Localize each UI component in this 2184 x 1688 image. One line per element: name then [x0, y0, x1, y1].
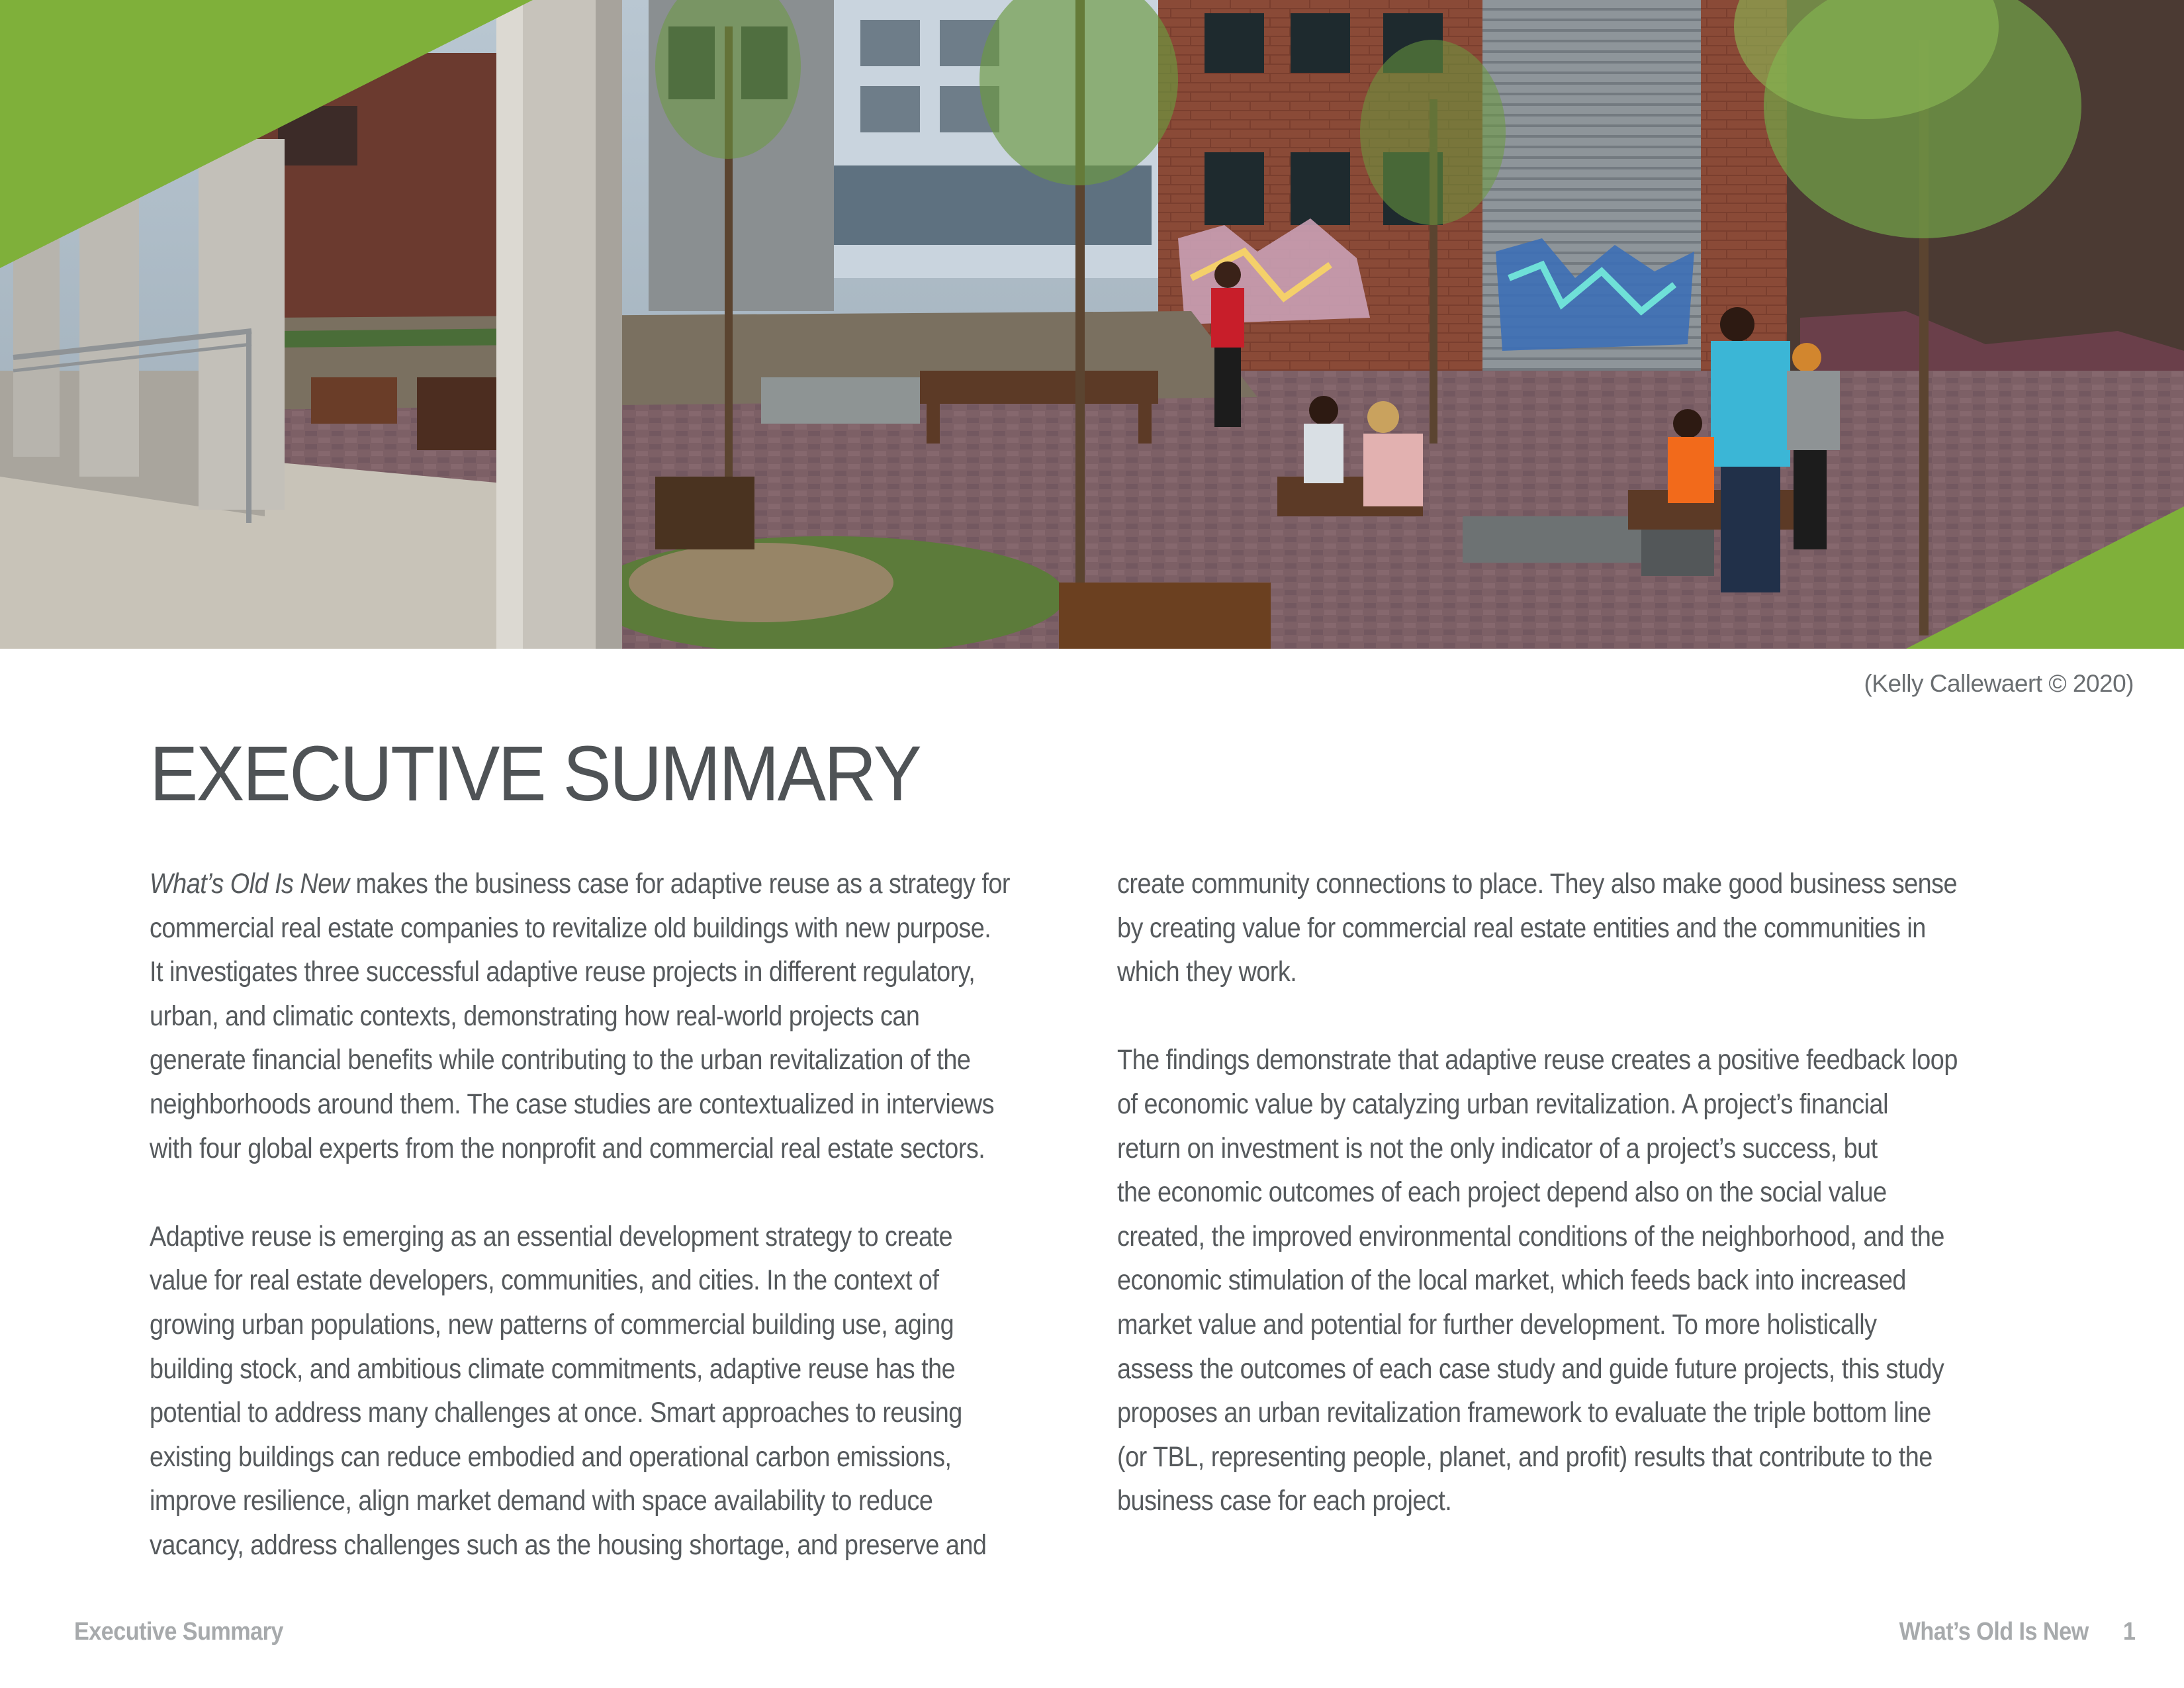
- text-line: commercial real estate companies to revitalize old buildings with new purpose.: [150, 912, 991, 944]
- text-line: business case for each project.: [1117, 1485, 1452, 1517]
- text-line: neighborhoods around them. The case studies are contextualized in interviews: [150, 1088, 994, 1120]
- text-line: generate financial benefits while contributing to the urban revitalization of the: [150, 1044, 971, 1076]
- page-title: EXECUTIVE SUMMARY: [150, 730, 920, 818]
- text-line: market value and potential for further development. To more holistically: [1117, 1308, 1877, 1340]
- urban-plaza-photo: [0, 0, 2184, 649]
- text-line: building stock, and ambitious climate commitments, adaptive reuse has the: [150, 1352, 956, 1385]
- text-line: assess the outcomes of each case study and guide future projects, this study: [1117, 1352, 1944, 1385]
- text-line: with four global experts from the nonprofit and commercial real estate sectors.: [150, 1132, 985, 1164]
- paragraph-adaptive-reuse: [150, 1215, 1089, 1568]
- text-line: of economic value by catalyzing urban revitalization. A project’s financial: [1117, 1088, 1888, 1120]
- hero-photo: [0, 0, 2184, 649]
- text-line: (or TBL, representing people, planet, and profit) results that contribute to the: [1117, 1440, 1933, 1473]
- footer-publication-title: What’s Old Is New: [1899, 1618, 2089, 1646]
- text-line: existing buildings can reduce embodied and operational carbon emissions,: [150, 1440, 952, 1473]
- text-line: The findings demonstrate that adaptive reuse creates a positive feedback loop: [1117, 1044, 1958, 1076]
- text-line: vacancy, address challenges such as the housing shortage, and preserve and: [150, 1528, 987, 1561]
- paragraph-intro: [150, 862, 1089, 1170]
- body-column-right: [1117, 862, 2057, 1523]
- page-number: 1: [2122, 1618, 2135, 1646]
- body-column-left: [150, 862, 1089, 1568]
- text-line: created, the improved environmental conditions of the neighborhood, and the: [1117, 1220, 1944, 1252]
- text-line: It investigates three successful adaptive reuse projects in different regulatory,: [150, 956, 976, 988]
- text-line: by creating value for commercial real estate entities and the communities in: [1117, 912, 1926, 944]
- photo-credit: (Kelly Callewaert © 2020): [1864, 670, 2134, 697]
- text-line: the economic outcomes of each project depend also on the social value: [1117, 1176, 1887, 1209]
- text-line: which they work.: [1117, 956, 1297, 988]
- text-line: Adaptive reuse is emerging as an essential development strategy to create: [150, 1220, 952, 1252]
- text-line: economic stimulation of the local market, which feeds back into increased: [1117, 1264, 1906, 1297]
- footer-section-label: Executive Summary: [74, 1618, 283, 1646]
- text-line: urban, and climatic contexts, demonstrating how real-world projects can: [150, 1000, 920, 1032]
- footer-right: [1899, 1618, 2135, 1646]
- text-line: improve resilience, align market demand with space availability to reduce: [150, 1485, 933, 1517]
- text-line: What’s Old Is New makes the business case for adaptive reuse as a strategy for: [150, 868, 1010, 900]
- text-line: create community connections to place. They also make good business sense: [1117, 868, 1958, 900]
- text-line: return on investment is not the only indicator of a project’s success, but: [1117, 1132, 1878, 1164]
- publication-title-italic: What’s Old Is New: [150, 868, 349, 900]
- text-line: proposes an urban revitalization framework to evaluate the triple bottom line: [1117, 1397, 1931, 1429]
- paragraph-continuation: [1117, 862, 2057, 994]
- paragraph-findings: [1117, 1038, 2057, 1523]
- text-line: value for real estate developers, communities, and cities. In the context of: [150, 1264, 939, 1297]
- text-line: potential to address many challenges at once. Smart approaches to reusing: [150, 1397, 962, 1429]
- text-line: growing urban populations, new patterns of commercial building use, aging: [150, 1308, 954, 1340]
